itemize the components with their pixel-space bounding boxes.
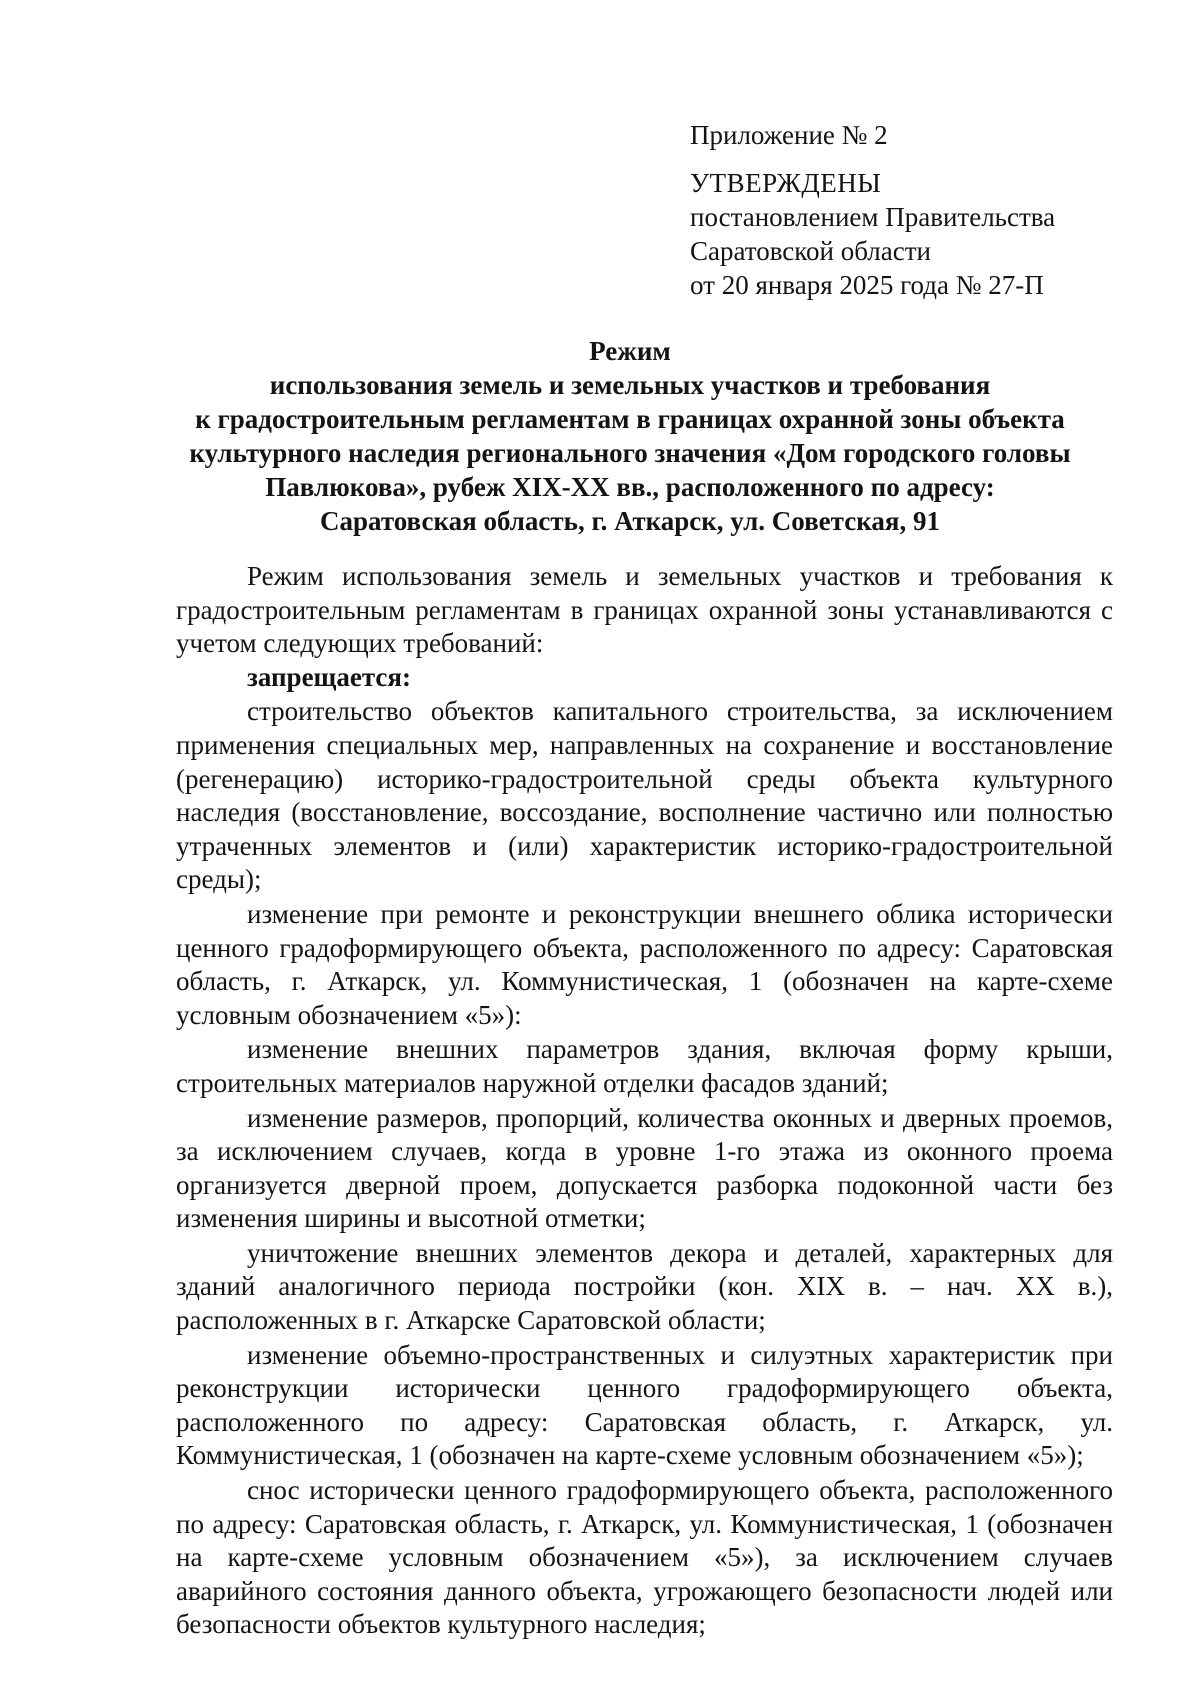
paragraph-item: строительство объектов капитального строительства, за исключением применения специальных мер, направленных на сохранение и восстановление (регенерацию) историко-градостроительной среды объекта культурного наследия (восстановление, воссоздание, восполнение частично или полностью утраченных элементов и (или) характеристик историко-градостроительной среды); <box>176 696 1113 895</box>
title-line-1: Режим <box>589 336 671 366</box>
paragraph-item: изменение внешних параметров здания, включая форму крыши, строительных материалов наружной отделки фасадов зданий; <box>176 1034 1113 1098</box>
title-line-5: Павлюкова», рубеж XIX-XX вв., расположенного по адресу: <box>265 472 995 502</box>
intro-paragraph: Режим использования земель и земельных участков и требования к градостроительным регламентам в границах охранной зоны устанавливаются с учетом следующих требований: <box>176 561 1113 659</box>
title-line-4: культурного наследия регионального значения «Дом городского головы <box>189 438 1071 468</box>
title-line-2: использования земель и земельных участков и требования <box>269 370 991 400</box>
approval-line-2: Саратовской области <box>690 236 931 266</box>
title-line-3: к градостроительным регламентам в границах охранной зоны объекта <box>195 404 1065 434</box>
prohibited-heading: запрещается: <box>247 661 412 692</box>
title-line-6: Саратовская область, г. Аткарск, ул. Советская, 91 <box>320 506 940 536</box>
document-body <box>176 560 1113 1642</box>
paragraph-item: изменение при ремонте и реконструкции внешнего облика исторически ценного градоформирующего объекта, расположенного по адресу: Саратовская область, г. Аткарск, ул. Коммунистическая, 1 (обозначен на карте-схеме условным обозначением «5»): <box>176 898 1113 1030</box>
annex-number: Приложение № 2 <box>690 120 888 150</box>
approved-label: УТВЕРЖДЕНЫ <box>690 168 882 198</box>
paragraph-item: снос исторически ценного градоформирующего объекта, расположенного по адресу: Саратовская область, г. Аткарск, ул. Коммунистическая, 1 (обозначен на карте-схеме условным обозначением «5»), за исключением случаев аварийного состояния данного объекта, угрожающего безопасности людей или безопасности объектов культурного наследия; <box>176 1475 1113 1640</box>
approval-line-3: от 20 января 2025 года № 27-П <box>690 270 1044 300</box>
approval-line-1: постановлением Правительства <box>690 202 1056 232</box>
document-title <box>150 334 1110 538</box>
paragraph-item: изменение объемно-пространственных и силуэтных характеристик при реконструкции исторически ценного градоформирующего объекта, расположенного по адресу: Саратовская область, г. Аткарск, ул. Коммунистическая, 1 (обозначен на карте-схеме условным обозначением «5»); <box>176 1339 1113 1471</box>
paragraph-item: уничтожение внешних элементов декора и деталей, характерных для зданий аналогичного периода постройки (кон. XIX в. – нач. XX в.), расположенных в г. Аткарске Саратовской области; <box>176 1237 1113 1336</box>
paragraph-item: изменение размеров, пропорций, количества оконных и дверных проемов, за исключением случаев, когда в уровне 1-го этажа из оконного проема организуется дверной проем, допускается разборка подоконной части без изменения ширины и высотной отметки; <box>176 1102 1113 1234</box>
approval-block <box>690 118 1160 302</box>
